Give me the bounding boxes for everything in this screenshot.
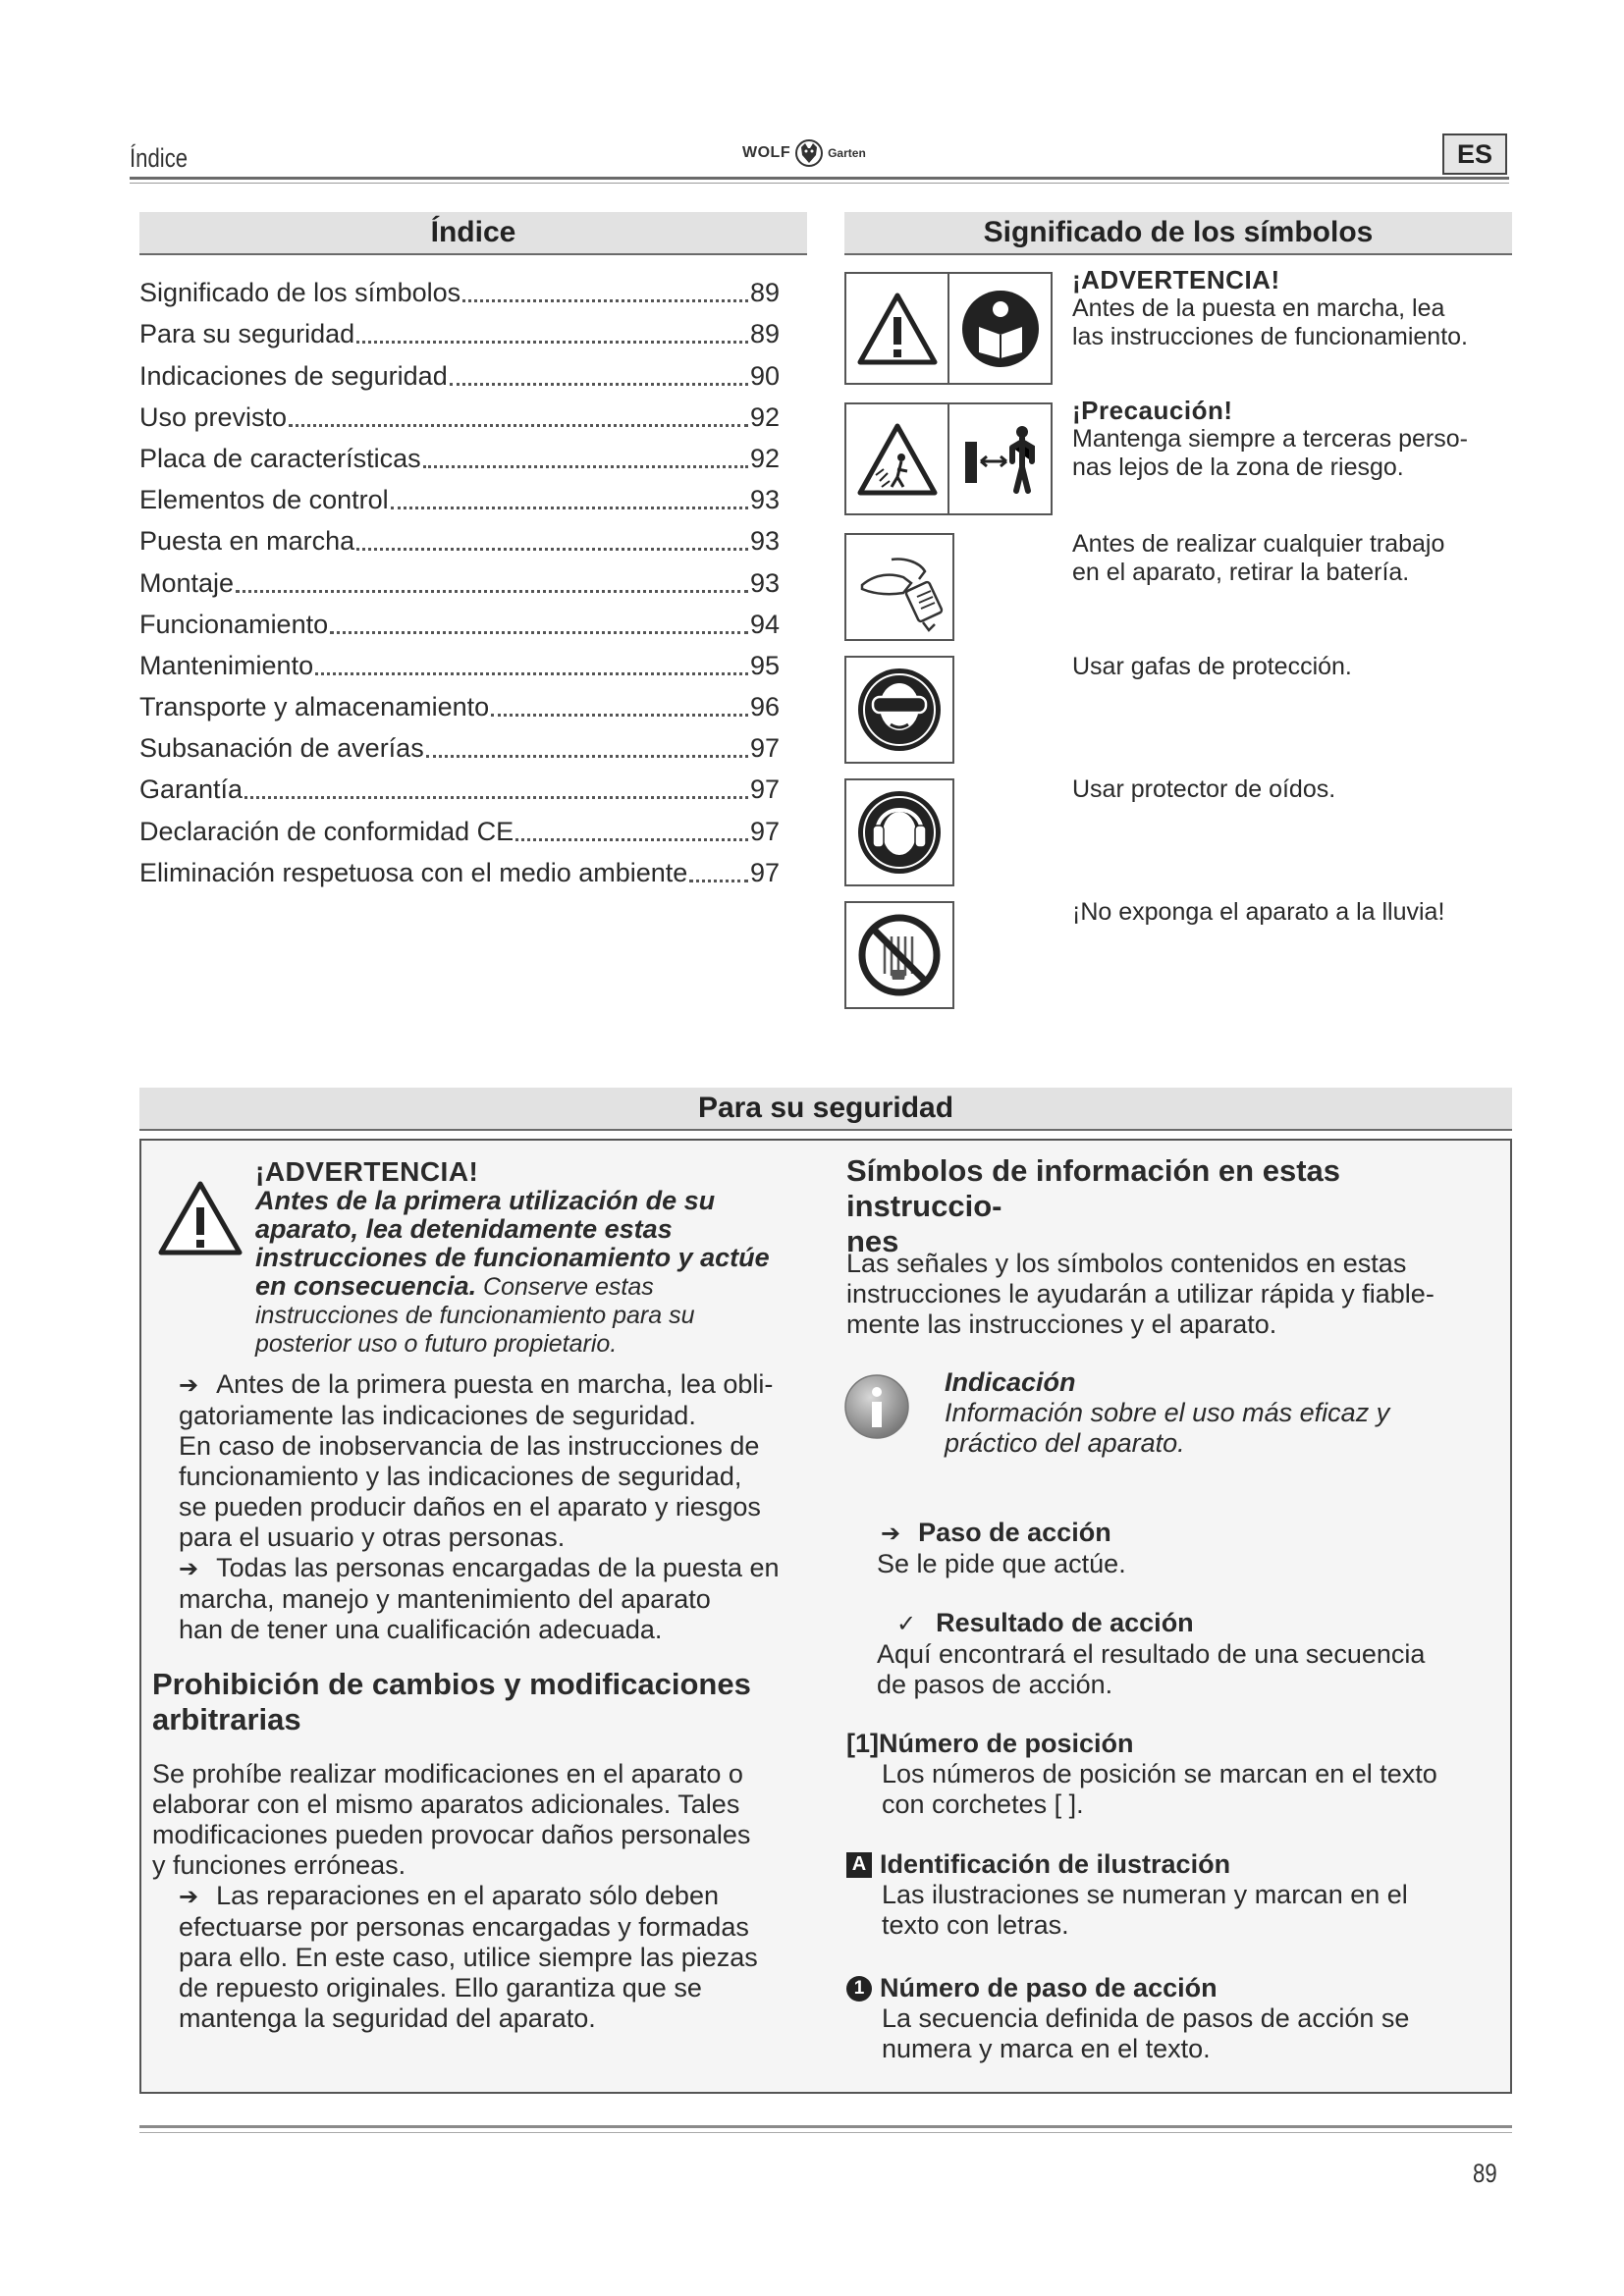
symbol-caution-title: ¡Precaución! [1072, 396, 1233, 425]
prohibition-text [152, 1759, 839, 1881]
illustration-id-title: A Identificación de ilustración [846, 1849, 1504, 1880]
info-symbols-heading [846, 1153, 1504, 1259]
toc-entry-label: Declaración de conformidad CE [139, 816, 514, 846]
symbol-warning-title: ¡ADVERTENCIA! [1072, 265, 1280, 294]
toc-dot-leader [356, 547, 748, 551]
position-number-block [846, 1729, 1504, 1820]
action-number-block [846, 1973, 1504, 2064]
safety-warning-line: instrucciones de funcionamiento y actúe [255, 1243, 770, 1272]
toc-entry-page: 93 [749, 567, 780, 598]
toc-entry-page: 89 [749, 278, 780, 308]
table-of-contents [139, 267, 780, 888]
safety-p1-line: En caso de inobservancia de las instrucciones de [179, 1431, 760, 1461]
info-symbols-heading-line: nes [846, 1224, 899, 1258]
battery-removal-icon [852, 540, 947, 634]
toc-entry-page: 90 [749, 360, 780, 391]
brand-logo [742, 135, 909, 171]
toc-entry [139, 392, 780, 433]
symbol-rain-text: ¡No exponga el aparato a la lluvia! [1072, 898, 1445, 926]
toc-entry [139, 847, 780, 888]
action-number-title: 1 Número de paso de acción [846, 1973, 1504, 2003]
logo-garten-text: Garten [828, 146, 866, 160]
symbol-warning-text [1072, 266, 1514, 351]
safety-warning-block [255, 1156, 835, 1359]
prohibition-heading [152, 1667, 839, 1737]
footer-divider-thin [139, 2132, 1512, 2133]
prohibition-heading-line: Prohibición de cambios y modificaciones [152, 1667, 751, 1701]
safety-p2-line: han de tener una cualificación adecuada. [179, 1615, 663, 1644]
toc-entry-page: 97 [749, 733, 780, 764]
toc-entry [139, 515, 780, 557]
ear-muffs-icon [855, 788, 944, 877]
toc-dot-leader [315, 671, 748, 675]
symbol-glasses-text: Usar gafas de protección. [1072, 653, 1352, 680]
remove-battery-symbol [844, 533, 954, 641]
toc-entry-page: 97 [749, 857, 780, 887]
toc-entry [139, 599, 780, 640]
symbol-battery-line: en el aparato, retirar la batería. [1072, 559, 1410, 586]
position-number-title: [1]Número de posición [846, 1729, 1134, 1758]
symbol-battery-line: Antes de realizar cualquier trabajo [1072, 530, 1445, 558]
prohibition-line: y funciones erróneas. [152, 1850, 406, 1880]
warning-triangle-icon [856, 290, 939, 368]
info-symbols-heading-line: Símbolos de información en estas instruccio- [846, 1153, 1341, 1223]
action-step-block [877, 1518, 1486, 1579]
prohibition-line: Se prohíbe realizar modificaciones en el aparato o [152, 1759, 743, 1789]
toc-dot-leader [423, 464, 748, 468]
toc-dot-leader [236, 589, 748, 593]
toc-entry-label: Subsanación de averías [139, 733, 424, 764]
safety-heading: Para su seguridad [139, 1088, 1512, 1131]
toc-dot-leader [689, 879, 748, 882]
toc-entry-page: 96 [749, 692, 780, 722]
toc-entry-label: Para su seguridad [139, 319, 355, 349]
arrow-right-icon: ➔ [179, 1556, 199, 1582]
toc-entry-label: Indicaciones de seguridad [139, 360, 448, 391]
prohibition-line: modificaciones pueden provocar daños personales [152, 1820, 751, 1849]
action-number-line: numera y marca en el texto. [882, 2034, 1211, 2063]
toc-entry [139, 474, 780, 515]
toc-entry-page: 92 [749, 401, 780, 432]
toc-entry-label: Puesta en marcha [139, 526, 355, 557]
action-result-line: Aquí encontrará el resultado de una secuencia [877, 1639, 1426, 1669]
position-number-line: con corchetes [ ]. [882, 1789, 1084, 1819]
symbol-caution-line: Mantenga siempre a terceras perso- [1072, 425, 1468, 453]
toc-entry [139, 722, 780, 764]
safety-warning-line: en consecuencia. Conserve estas [255, 1271, 654, 1301]
symbol-battery-text [1072, 530, 1514, 587]
illustration-id-line: texto con letras. [882, 1910, 1069, 1940]
toc-entry-label: Uso previsto [139, 401, 288, 432]
toc-entry [139, 308, 780, 349]
checkmark-icon: ✓ [896, 1611, 917, 1637]
toc-entry-page: 97 [749, 774, 780, 805]
toc-dot-leader [515, 837, 748, 841]
toc-entry-page: 95 [749, 650, 780, 680]
toc-entry-label: Significado de los símbolos [139, 278, 461, 308]
safety-warning-title: ¡ADVERTENCIA! [255, 1156, 479, 1187]
safety-paragraph-1 [179, 1369, 856, 1645]
toc-entry [139, 805, 780, 846]
toc-entry [139, 433, 780, 474]
no-rain-icon [855, 911, 944, 999]
toc-dot-leader [289, 423, 748, 427]
toc-dot-leader [450, 382, 748, 386]
toc-entry-page: 92 [749, 443, 780, 473]
toc-dot-leader [391, 506, 748, 509]
info-symbols-line: mente las instrucciones y el aparato. [846, 1309, 1277, 1339]
safety-p1-line: funcionamiento y las indicaciones de seguridad, [179, 1462, 742, 1491]
safety-p1-line: gatoriamente las indicaciones de seguridad. [179, 1401, 696, 1430]
symbol-warning-line: Antes de la puesta en marcha, lea [1072, 294, 1445, 322]
goggles-icon [855, 666, 944, 754]
toc-entry-page: 93 [749, 485, 780, 515]
safety-warning-line: posterior uso o futuro propietario. [255, 1330, 618, 1358]
info-symbols-line: Las señales y los símbolos contenidos en estas [846, 1249, 1407, 1278]
symbol-caution-line: nas lejos de la zona de riesgo. [1072, 454, 1404, 481]
header-divider [130, 177, 1509, 180]
indication-line: práctico del aparato. [945, 1428, 1185, 1458]
symbol-warning-line: las instrucciones de funcionamiento. [1072, 323, 1469, 350]
safety-warning-line: Antes de la primera utilización de su [255, 1186, 716, 1215]
repair-text [179, 1881, 846, 2034]
safety-p2-line: ➔ Todas las personas encargadas de la puesta en [179, 1553, 780, 1582]
symbols-heading: Significado de los símbolos [844, 212, 1512, 255]
safety-warning-line: instrucciones de funcionamiento para su [255, 1302, 695, 1329]
toc-entry-label: Mantenimiento [139, 650, 314, 680]
keep-distance-icon [959, 418, 1042, 501]
no-rain-symbol [844, 901, 954, 1009]
safety-p1-line: ➔ Antes de la primera puesta en marcha, lea obli- [179, 1369, 774, 1399]
toc-dot-leader [356, 340, 748, 344]
safety-glasses-symbol [844, 656, 954, 764]
toc-entry-page: 89 [749, 319, 780, 349]
toc-entry-label: Funcionamiento [139, 609, 329, 639]
toc-entry [139, 349, 780, 391]
illustration-id-line: Las ilustraciones se numeran y marcan en el [882, 1880, 1408, 1909]
safety-p2-line: marcha, manejo y mantenimiento del aparato [179, 1584, 711, 1614]
arrow-right-icon: ➔ [881, 1521, 901, 1547]
toc-entry-label: Eliminación respetuosa con el medio ambiente [139, 857, 688, 887]
info-symbols-line: instrucciones le ayudarán a utilizar rápida y fiable- [846, 1279, 1435, 1308]
info-symbols-text [846, 1249, 1504, 1340]
page-header-title: Índice [130, 143, 189, 173]
toc-dot-leader [244, 795, 748, 799]
repair-line: ➔ Las reparaciones en el aparato sólo deben [179, 1881, 719, 1910]
indication-title: Indicación [945, 1367, 1076, 1397]
arrow-right-icon: ➔ [179, 1884, 199, 1910]
illustration-id-block [846, 1849, 1504, 1941]
wolf-head-icon [794, 138, 824, 168]
prohibition-heading-line: arbitrarias [152, 1702, 301, 1736]
toc-dot-leader [491, 713, 748, 717]
safety-warning-line: aparato, lea detenidamente estas [255, 1214, 673, 1244]
safety-p1-line: se pueden producir daños en el aparato y riesgos [179, 1492, 761, 1522]
toc-entry [139, 681, 780, 722]
ear-protection-symbol [844, 778, 954, 886]
toc-dot-leader [462, 298, 748, 302]
language-badge: ES [1442, 133, 1507, 175]
logo-wolf-text: WOLF [742, 144, 791, 161]
action-step-title: ➔ Paso de acción [881, 1518, 1111, 1547]
toc-entry-page: 93 [749, 526, 780, 557]
safety-p1-line: para el usuario y otras personas. [179, 1522, 566, 1552]
step-number-badge: 1 [846, 1976, 872, 2002]
toc-entry [139, 557, 780, 598]
header-divider-thin [130, 183, 1509, 184]
action-result-line: de pasos de acción. [877, 1670, 1113, 1699]
repair-line: para ello. En este caso, utilice siempre las piezas [179, 1943, 758, 1972]
toc-entry-page: 94 [749, 609, 780, 639]
repair-line: de repuesto originales. Ello garantiza que se [179, 1973, 702, 2002]
illustration-badge: A [846, 1852, 872, 1878]
prohibition-line: elaborar con el mismo aparatos adicionales. Tales [152, 1789, 740, 1819]
hazard-flying-objects-icon [856, 420, 939, 499]
toc-entry-label: Transporte y almacenamiento [139, 692, 490, 722]
toc-heading: Índice [139, 212, 807, 255]
caution-distance-symbol [844, 402, 1053, 515]
action-result-block [877, 1608, 1505, 1700]
symbol-ears-text: Usar protector de oídos. [1072, 775, 1336, 803]
indication-line: Información sobre el uso más eficaz y [945, 1398, 1390, 1427]
symbol-caution-text [1072, 397, 1514, 482]
action-number-line: La secuencia definida de pasos de acción se [882, 2003, 1410, 2033]
toc-entry [139, 267, 780, 308]
toc-entry-label: Placa de características [139, 443, 421, 473]
toc-dot-leader [330, 630, 748, 634]
read-manual-icon [959, 288, 1042, 370]
toc-dot-leader [426, 754, 748, 758]
arrow-right-icon: ➔ [179, 1372, 199, 1399]
toc-entry-label: Garantía [139, 774, 244, 805]
toc-entry-page: 97 [749, 816, 780, 846]
repair-line: mantenga la seguridad del aparato. [179, 2003, 596, 2033]
info-icon [842, 1372, 911, 1441]
page-number: 89 [1473, 2159, 1497, 2188]
repair-line: efectuarse por personas encargadas y formadas [179, 1912, 749, 1942]
toc-entry-label: Elementos de control [139, 485, 389, 515]
action-result-title: ✓ Resultado de acción [896, 1608, 1194, 1637]
warning-read-manual-symbol [844, 272, 1053, 385]
position-number-line: Los números de posición se marcan en el texto [882, 1759, 1437, 1789]
indication-block [945, 1367, 1494, 1459]
toc-entry [139, 640, 780, 681]
toc-entry [139, 764, 780, 805]
action-step-text: Se le pide que actúe. [877, 1549, 1126, 1578]
toc-entry-label: Montaje [139, 567, 235, 598]
warning-triangle-icon [157, 1178, 244, 1256]
footer-divider [139, 2125, 1512, 2128]
